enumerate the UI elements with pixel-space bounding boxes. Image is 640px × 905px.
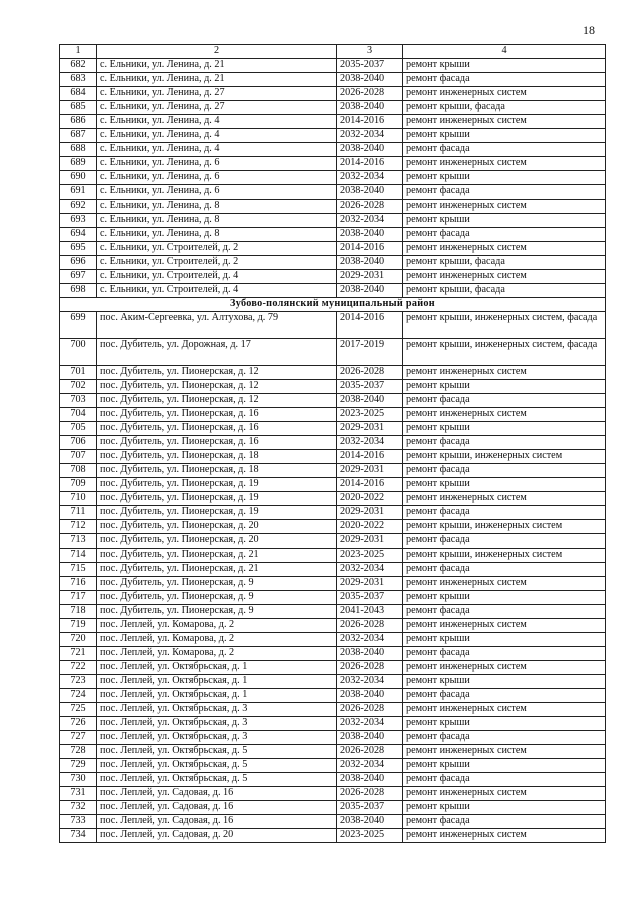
table-row	[60, 745, 606, 759]
row-number: 682	[60, 59, 97, 73]
work-type: ремонт инженерных систем	[403, 618, 606, 632]
table-row	[60, 632, 606, 646]
row-number: 695	[60, 241, 97, 255]
period: 2029-2031	[337, 464, 403, 478]
work-type: ремонт фасада	[403, 562, 606, 576]
row-number: 726	[60, 717, 97, 731]
address: с. Ельники, ул. Ленина, д. 27	[97, 87, 337, 101]
row-number: 702	[60, 379, 97, 393]
work-type: ремонт крыши, инженерных систем	[403, 520, 606, 534]
address: с. Ельники, ул. Ленина, д. 8	[97, 199, 337, 213]
period: 2032-2034	[337, 213, 403, 227]
period: 2017-2019	[337, 338, 403, 365]
work-type: ремонт крыши	[403, 478, 606, 492]
table-row	[60, 408, 606, 422]
period: 2032-2034	[337, 759, 403, 773]
work-type: ремонт фасада	[403, 393, 606, 407]
address: с. Ельники, ул. Ленина, д. 8	[97, 227, 337, 241]
address: с. Ельники, ул. Ленина, д. 21	[97, 73, 337, 87]
address: пос. Леплей, ул. Октябрьская, д. 3	[97, 703, 337, 717]
period: 2038-2040	[337, 101, 403, 115]
row-number: 719	[60, 618, 97, 632]
table-row	[60, 660, 606, 674]
period: 2038-2040	[337, 227, 403, 241]
period: 2038-2040	[337, 185, 403, 199]
table-row	[60, 646, 606, 660]
table-row	[60, 199, 606, 213]
row-number: 721	[60, 646, 97, 660]
table-row	[60, 674, 606, 688]
address: пос. Дубитель, ул. Пионерская, д. 18	[97, 464, 337, 478]
table-row	[60, 562, 606, 576]
table-row	[60, 801, 606, 815]
address: пос. Дубитель, ул. Пионерская, д. 9	[97, 604, 337, 618]
period: 2014-2016	[337, 478, 403, 492]
row-number: 709	[60, 478, 97, 492]
row-number: 715	[60, 562, 97, 576]
address: пос. Дубитель, ул. Пионерская, д. 19	[97, 492, 337, 506]
header-row	[60, 45, 606, 59]
header-col-2: 2	[97, 45, 337, 59]
work-type: ремонт крыши	[403, 590, 606, 604]
period: 2026-2028	[337, 703, 403, 717]
row-number: 699	[60, 311, 97, 338]
address: пос. Дубитель, ул. Пионерская, д. 12	[97, 393, 337, 407]
row-number: 718	[60, 604, 97, 618]
period: 2038-2040	[337, 393, 403, 407]
row-number: 696	[60, 255, 97, 269]
work-type: ремонт инженерных систем	[403, 745, 606, 759]
work-type: ремонт крыши	[403, 801, 606, 815]
row-number: 687	[60, 129, 97, 143]
work-type: ремонт крыши, инженерных систем	[403, 450, 606, 464]
period: 2038-2040	[337, 688, 403, 702]
row-number: 704	[60, 408, 97, 422]
address: пос. Леплей, ул. Октябрьская, д. 3	[97, 717, 337, 731]
table-row	[60, 115, 606, 129]
address: пос. Леплей, ул. Комарова, д. 2	[97, 632, 337, 646]
row-number: 720	[60, 632, 97, 646]
work-type: ремонт инженерных систем	[403, 576, 606, 590]
period: 2038-2040	[337, 73, 403, 87]
table-row	[60, 478, 606, 492]
address: пос. Дубитель, ул. Пионерская, д. 12	[97, 365, 337, 379]
period: 2038-2040	[337, 731, 403, 745]
address: пос. Дубитель, ул. Пионерская, д. 9	[97, 590, 337, 604]
work-type: ремонт инженерных систем	[403, 829, 606, 843]
row-number: 732	[60, 801, 97, 815]
period: 2038-2040	[337, 646, 403, 660]
period: 2035-2037	[337, 59, 403, 73]
work-type: ремонт крыши, инженерных систем	[403, 548, 606, 562]
address: пос. Леплей, ул. Октябрьская, д. 5	[97, 759, 337, 773]
table-row	[60, 548, 606, 562]
work-type: ремонт инженерных систем	[403, 408, 606, 422]
work-type: ремонт фасада	[403, 534, 606, 548]
row-number: 727	[60, 731, 97, 745]
period: 2029-2031	[337, 422, 403, 436]
address: с. Ельники, ул. Ленина, д. 4	[97, 143, 337, 157]
period: 2014-2016	[337, 157, 403, 171]
work-type: ремонт фасада	[403, 227, 606, 241]
work-type: ремонт инженерных систем	[403, 241, 606, 255]
address: пос. Дубитель, ул. Пионерская, д. 19	[97, 478, 337, 492]
table-row	[60, 688, 606, 702]
table-row	[60, 143, 606, 157]
table-row	[60, 492, 606, 506]
period: 2038-2040	[337, 255, 403, 269]
address: пос. Дубитель, ул. Пионерская, д. 19	[97, 506, 337, 520]
address: пос. Леплей, ул. Садовая, д. 16	[97, 815, 337, 829]
work-type: ремонт крыши, инженерных систем, фасада	[403, 338, 606, 365]
work-type: ремонт инженерных систем	[403, 787, 606, 801]
header-col-1: 1	[60, 45, 97, 59]
period: 2032-2034	[337, 674, 403, 688]
work-type: ремонт фасада	[403, 73, 606, 87]
address: пос. Дубитель, ул. Пионерская, д. 18	[97, 450, 337, 464]
period: 2026-2028	[337, 199, 403, 213]
row-number: 692	[60, 199, 97, 213]
work-type: ремонт крыши	[403, 632, 606, 646]
row-number: 701	[60, 365, 97, 379]
address: пос. Дубитель, ул. Пионерская, д. 16	[97, 408, 337, 422]
work-type: ремонт крыши	[403, 759, 606, 773]
table-row	[60, 618, 606, 632]
section-title: Зубово-полянский муниципальный район	[60, 297, 606, 311]
row-number: 734	[60, 829, 97, 843]
section-row	[60, 297, 606, 311]
address: пос. Леплей, ул. Комарова, д. 2	[97, 618, 337, 632]
address: пос. Леплей, ул. Октябрьская, д. 5	[97, 773, 337, 787]
address: пос. Дубитель, ул. Пионерская, д. 20	[97, 520, 337, 534]
row-number: 693	[60, 213, 97, 227]
work-type: ремонт крыши	[403, 674, 606, 688]
address: с. Ельники, ул. Строителей, д. 4	[97, 269, 337, 283]
header-col-3: 3	[337, 45, 403, 59]
table-body-tall	[60, 311, 606, 365]
period: 2014-2016	[337, 450, 403, 464]
table-body-b	[60, 365, 606, 843]
period: 2026-2028	[337, 660, 403, 674]
address: с. Ельники, ул. Строителей, д. 2	[97, 241, 337, 255]
period: 2026-2028	[337, 787, 403, 801]
table-row	[60, 604, 606, 618]
table-row	[60, 269, 606, 283]
address: пос. Леплей, ул. Октябрьская, д. 1	[97, 688, 337, 702]
work-type: ремонт инженерных систем	[403, 660, 606, 674]
work-type: ремонт инженерных систем	[403, 87, 606, 101]
address: пос. Леплей, ул. Садовая, д. 16	[97, 801, 337, 815]
work-type: ремонт инженерных систем	[403, 703, 606, 717]
period: 2020-2022	[337, 520, 403, 534]
address: пос. Леплей, ул. Октябрьская, д. 5	[97, 745, 337, 759]
period: 2026-2028	[337, 618, 403, 632]
work-type: ремонт крыши	[403, 213, 606, 227]
table-row	[60, 450, 606, 464]
row-number: 700	[60, 338, 97, 365]
work-type: ремонт крыши, фасада	[403, 101, 606, 115]
address: пос. Дубитель, ул. Пионерская, д. 9	[97, 576, 337, 590]
row-number: 698	[60, 283, 97, 297]
work-type: ремонт крыши	[403, 129, 606, 143]
work-type: ремонт фасада	[403, 436, 606, 450]
table-row	[60, 338, 606, 365]
period: 2029-2031	[337, 576, 403, 590]
address: пос. Леплей, ул. Октябрьская, д. 3	[97, 731, 337, 745]
address: пос. Леплей, ул. Садовая, д. 20	[97, 829, 337, 843]
address: пос. Дубитель, ул. Пионерская, д. 16	[97, 436, 337, 450]
address: пос. Дубитель, ул. Пионерская, д. 21	[97, 548, 337, 562]
period: 2032-2034	[337, 129, 403, 143]
address: с. Ельники, ул. Ленина, д. 4	[97, 129, 337, 143]
row-number: 691	[60, 185, 97, 199]
table-row	[60, 365, 606, 379]
work-type: ремонт фасада	[403, 688, 606, 702]
table-row	[60, 422, 606, 436]
row-number: 716	[60, 576, 97, 590]
period: 2035-2037	[337, 590, 403, 604]
address: пос. Леплей, ул. Октябрьская, д. 1	[97, 660, 337, 674]
table-row	[60, 255, 606, 269]
period: 2014-2016	[337, 311, 403, 338]
row-number: 690	[60, 171, 97, 185]
period: 2023-2025	[337, 548, 403, 562]
row-number: 722	[60, 660, 97, 674]
table-row	[60, 311, 606, 338]
period: 2014-2016	[337, 115, 403, 129]
table-row	[60, 185, 606, 199]
table-row	[60, 171, 606, 185]
address: пос. Леплей, ул. Октябрьская, д. 1	[97, 674, 337, 688]
repair-schedule-table	[59, 44, 606, 843]
address: с. Ельники, ул. Ленина, д. 6	[97, 185, 337, 199]
row-number: 730	[60, 773, 97, 787]
work-type: ремонт крыши	[403, 59, 606, 73]
period: 2026-2028	[337, 87, 403, 101]
work-type: ремонт фасада	[403, 143, 606, 157]
row-number: 729	[60, 759, 97, 773]
address: с. Ельники, ул. Строителей, д. 4	[97, 283, 337, 297]
row-number: 685	[60, 101, 97, 115]
work-type: ремонт фасада	[403, 815, 606, 829]
row-number: 724	[60, 688, 97, 702]
table-header	[60, 45, 606, 59]
work-type: ремонт фасада	[403, 773, 606, 787]
section-header	[60, 297, 606, 311]
period: 2032-2034	[337, 562, 403, 576]
row-number: 725	[60, 703, 97, 717]
address: с. Ельники, ул. Ленина, д. 27	[97, 101, 337, 115]
row-number: 706	[60, 436, 97, 450]
table-row	[60, 379, 606, 393]
work-type: ремонт фасада	[403, 731, 606, 745]
address: пос. Дубитель, ул. Пионерская, д. 20	[97, 534, 337, 548]
row-number: 731	[60, 787, 97, 801]
row-number: 686	[60, 115, 97, 129]
address: пос. Леплей, ул. Садовая, д. 16	[97, 787, 337, 801]
address: с. Ельники, ул. Ленина, д. 4	[97, 115, 337, 129]
work-type: ремонт крыши, фасада	[403, 255, 606, 269]
period: 2026-2028	[337, 365, 403, 379]
table-row	[60, 73, 606, 87]
period: 2038-2040	[337, 773, 403, 787]
work-type: ремонт инженерных систем	[403, 199, 606, 213]
table-row	[60, 773, 606, 787]
row-number: 707	[60, 450, 97, 464]
address: пос. Аким-Сергеевка, ул. Алтухова, д. 79	[97, 311, 337, 338]
period: 2026-2028	[337, 745, 403, 759]
row-number: 708	[60, 464, 97, 478]
row-number: 713	[60, 534, 97, 548]
table-row	[60, 157, 606, 171]
table-row	[60, 464, 606, 478]
table-row	[60, 101, 606, 115]
period: 2032-2034	[337, 632, 403, 646]
row-number: 689	[60, 157, 97, 171]
address: с. Ельники, ул. Ленина, д. 6	[97, 157, 337, 171]
period: 2023-2025	[337, 408, 403, 422]
work-type: ремонт инженерных систем	[403, 115, 606, 129]
period: 2032-2034	[337, 436, 403, 450]
period: 2014-2016	[337, 241, 403, 255]
period: 2035-2037	[337, 801, 403, 815]
table-row	[60, 393, 606, 407]
row-number: 723	[60, 674, 97, 688]
table-row	[60, 213, 606, 227]
period: 2029-2031	[337, 534, 403, 548]
work-type: ремонт фасада	[403, 646, 606, 660]
row-number: 683	[60, 73, 97, 87]
row-number: 703	[60, 393, 97, 407]
address: с. Ельники, ул. Строителей, д. 2	[97, 255, 337, 269]
table-row	[60, 227, 606, 241]
period: 2029-2031	[337, 269, 403, 283]
header-col-4: 4	[403, 45, 606, 59]
table-row	[60, 283, 606, 297]
address: с. Ельники, ул. Ленина, д. 8	[97, 213, 337, 227]
row-number: 694	[60, 227, 97, 241]
table-row	[60, 576, 606, 590]
address: пос. Леплей, ул. Комарова, д. 2	[97, 646, 337, 660]
work-type: ремонт крыши, инженерных систем, фасада	[403, 311, 606, 338]
table-row	[60, 87, 606, 101]
work-type: ремонт фасада	[403, 604, 606, 618]
table-row	[60, 59, 606, 73]
address: пос. Дубитель, ул. Пионерская, д. 21	[97, 562, 337, 576]
page-number: 18	[583, 23, 595, 37]
period: 2035-2037	[337, 379, 403, 393]
row-number: 711	[60, 506, 97, 520]
row-number: 710	[60, 492, 97, 506]
work-type: ремонт инженерных систем	[403, 157, 606, 171]
row-number: 714	[60, 548, 97, 562]
period: 2032-2034	[337, 171, 403, 185]
table-row	[60, 717, 606, 731]
table-row	[60, 590, 606, 604]
row-number: 688	[60, 143, 97, 157]
table-row	[60, 520, 606, 534]
period: 2023-2025	[337, 829, 403, 843]
address: пос. Дубитель, ул. Пионерская, д. 12	[97, 379, 337, 393]
work-type: ремонт инженерных систем	[403, 269, 606, 283]
table-row	[60, 129, 606, 143]
table-row	[60, 759, 606, 773]
table-row	[60, 731, 606, 745]
work-type: ремонт инженерных систем	[403, 492, 606, 506]
period: 2038-2040	[337, 283, 403, 297]
address: пос. Дубитель, ул. Пионерская, д. 16	[97, 422, 337, 436]
work-type: ремонт фасада	[403, 185, 606, 199]
table-row	[60, 241, 606, 255]
work-type: ремонт фасада	[403, 506, 606, 520]
work-type: ремонт инженерных систем	[403, 365, 606, 379]
work-type: ремонт крыши	[403, 717, 606, 731]
address: с. Ельники, ул. Ленина, д. 21	[97, 59, 337, 73]
row-number: 697	[60, 269, 97, 283]
period: 2029-2031	[337, 506, 403, 520]
row-number: 717	[60, 590, 97, 604]
work-type: ремонт крыши	[403, 379, 606, 393]
period: 2041-2043	[337, 604, 403, 618]
period: 2032-2034	[337, 717, 403, 731]
table-row	[60, 829, 606, 843]
work-type: ремонт крыши, фасада	[403, 283, 606, 297]
address: пос. Дубитель, ул. Дорожная, д. 17	[97, 338, 337, 365]
period: 2038-2040	[337, 143, 403, 157]
table-row	[60, 815, 606, 829]
table-row	[60, 534, 606, 548]
table-row	[60, 787, 606, 801]
work-type: ремонт крыши	[403, 422, 606, 436]
work-type: ремонт фасада	[403, 464, 606, 478]
period: 2020-2022	[337, 492, 403, 506]
table-body-a	[60, 59, 606, 298]
table-row	[60, 703, 606, 717]
row-number: 705	[60, 422, 97, 436]
row-number: 733	[60, 815, 97, 829]
row-number: 684	[60, 87, 97, 101]
table-row	[60, 506, 606, 520]
period: 2038-2040	[337, 815, 403, 829]
row-number: 712	[60, 520, 97, 534]
work-type: ремонт крыши	[403, 171, 606, 185]
row-number: 728	[60, 745, 97, 759]
address: с. Ельники, ул. Ленина, д. 6	[97, 171, 337, 185]
table-row	[60, 436, 606, 450]
